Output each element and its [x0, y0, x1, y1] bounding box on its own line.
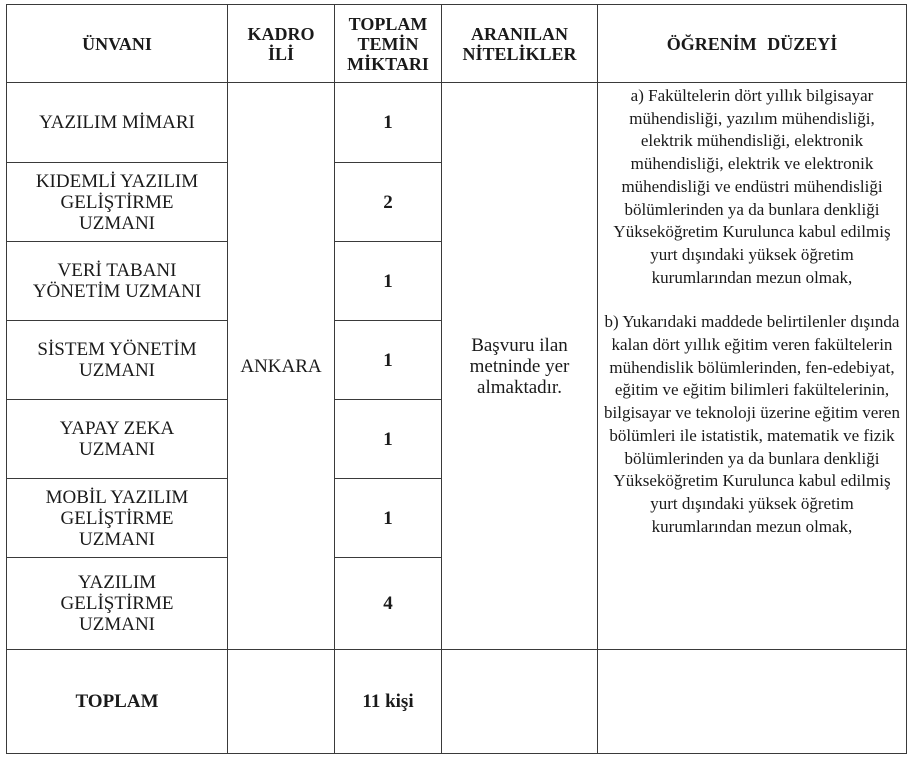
- total-value: 11 kişi: [335, 650, 442, 754]
- unvan-cell: [7, 321, 228, 400]
- header-aranilan-text: ARANILAN NİTELİKLER: [462, 23, 577, 64]
- empty-cell: [598, 650, 907, 754]
- unvan-text: MOBİL YAZILIM GELİŞTİRME UZMANI: [45, 486, 189, 550]
- total-row: [7, 650, 907, 754]
- header-row: [7, 5, 907, 83]
- unvan-cell: YAZILIM MİMARI: [7, 83, 228, 163]
- unvan-text: YAPAY ZEKA UZMANI: [59, 418, 175, 460]
- unvan-cell: [7, 558, 228, 650]
- unvan-text: VERİ TABANI YÖNETİM UZMANI: [32, 260, 202, 302]
- header-kadro-ili-text: KADRO İLİ: [247, 23, 315, 64]
- miktar-cell: 1: [335, 321, 442, 400]
- total-label: TOPLAM: [7, 650, 228, 754]
- miktar-cell: 2: [335, 163, 442, 242]
- miktar-cell: 4: [335, 558, 442, 650]
- paragraph-spacer: [602, 289, 902, 311]
- empty-cell: [228, 650, 335, 754]
- miktar-cell: 1: [335, 242, 442, 321]
- unvan-cell: [7, 479, 228, 558]
- aranilan-nitelikler-cell: [442, 83, 598, 650]
- header-ogrenim: ÖĞRENİM DÜZEYİ: [598, 5, 907, 83]
- kadro-ili-cell: ANKARA: [228, 83, 335, 650]
- ogrenim-a-text: a) Fakültelerin dört yıllık bilgisayar mühendisliği, yazılım mühendisliği, elektrik mühendisliği, elektronik mühendisliği, elektrik ve elektronik mühendisliği ve endüstri mühendisliği bölümlerinden ya da bunlara denkliği Yükseköğretim Kurulunca kabul edilmiş yurt dışındaki yüksek öğretim kurumlarından mezun olmak,: [613, 86, 891, 287]
- header-toplam-temin-text: TOPLAM TEMİN MİKTARI: [347, 13, 429, 74]
- unvan-cell: [7, 242, 228, 321]
- miktar-cell: 1: [335, 400, 442, 479]
- empty-cell: [442, 650, 598, 754]
- header-aranilan: [442, 5, 598, 83]
- ogrenim-duzeyi-cell: [598, 83, 907, 650]
- unvan-cell: [7, 163, 228, 242]
- unvan-text: KIDEMLİ YAZILIM GELİŞTİRME UZMANI: [35, 170, 199, 234]
- ogrenim-b-text: b) Yukarıdaki maddede belirtilenler dışında kalan dört yıllık eğitim veren fakültelerin mühendislik bölümlerinden, fen-edebiyat, eğitim ve eğitim bilimleri fakültelerinin, bilgisayar ve teknoloji üzerine eğitim veren bölümleri ile istatistik, matematik ve fizik bölümlerinden ya da bunlara denkliği Yükseköğretim Kurulunca kabul edilmiş yurt dışındaki yüksek öğretim kurumlarından mezun olmak,: [604, 312, 900, 536]
- unvan-text: SİSTEM YÖNETİM UZMANI: [37, 339, 197, 381]
- unvan-text: YAZILIM GELİŞTİRME UZMANI: [60, 572, 174, 635]
- unvan-cell: [7, 400, 228, 479]
- table-row: [7, 83, 907, 163]
- header-toplam-temin: [335, 5, 442, 83]
- miktar-cell: 1: [335, 83, 442, 163]
- kadro-table: [6, 4, 907, 754]
- header-kadro-ili: [228, 5, 335, 83]
- header-unvani: ÜNVANI: [7, 5, 228, 83]
- aranilan-nitelikler-text: Başvuru ilan metninde yer almaktadır.: [469, 334, 570, 398]
- miktar-cell: 1: [335, 479, 442, 558]
